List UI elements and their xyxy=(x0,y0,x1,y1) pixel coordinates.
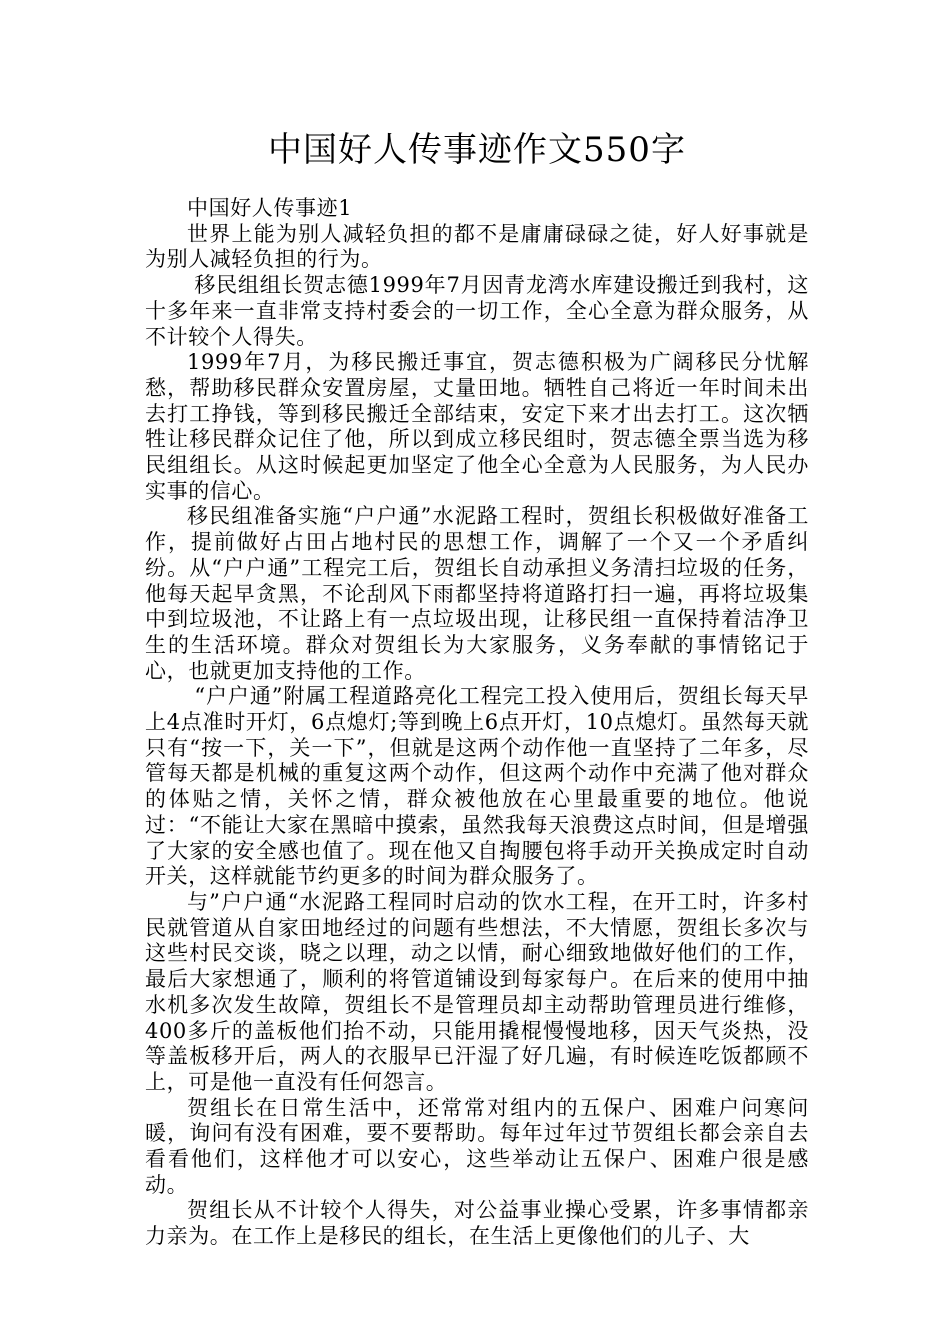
paragraph: 移民组组长贺志德1999年7月因青龙湾水库建设搬迁到我村，这十多年来一直非常支持村委会的一切工作，全心全意为群众服务，从不计较个人得失。 xyxy=(145,273,809,349)
paragraph: 贺组长在日常生活中，还常常对组内的五保户、困难户问寒问暖，询问有没有困难，要不要帮助。每年过年过节贺组长都会亲自去看看他们，这样他才可以安心，这些举动让五保户、困难户很是感动。 xyxy=(145,1095,809,1197)
paragraph: 移民组准备实施“户户通”水泥路工程时，贺组长积极做好准备工作，提前做好占田占地村民的思想工作，调解了一个又一个矛盾纠纷。从“户户通”工程完工后，贺组长自动承担义务清扫垃圾的任务，他每天起早贪黑，不论刮风下雨都坚持将道路打扫一遍，再将垃圾集中到垃圾池，不让路上有一点垃圾出现，让移民组一直保持着洁净卫生的生活环境。群众对贺组长为大家服务，义务奉献的事情铭记于心，也就更加支持他的工作。 xyxy=(145,504,809,683)
paragraph: 1999年7月，为移民搬迁事宜，贺志德积极为广阔移民分忧解愁，帮助移民群众安置房屋，丈量田地。牺牲自己将近一年时间未出去打工挣钱，等到移民搬迁全部结束，安定下来才出去打工。这次牺牲让移民群众记住了他，所以到成立移民组时，贺志德全票当选为移民组组长。从这时候起更加坚定了他全心全意为人民服务，为人民办实事的信心。 xyxy=(145,350,809,503)
document-title: 中国好人传事迹作文550字 xyxy=(268,130,686,170)
section-heading: 中国好人传事迹1 xyxy=(187,196,353,220)
paragraph: 贺组长从不计较个人得失，对公益事业操心受累，许多事情都亲力亲为。在工作上是移民的组长，在生活上更像他们的儿子、大 xyxy=(145,1198,809,1249)
document-body xyxy=(145,196,809,1250)
paragraph: 世界上能为别人减轻负担的都不是庸庸碌碌之徒，好人好事就是为别人减轻负担的行为。 xyxy=(145,221,809,272)
paragraph: “户户通”附属工程道路亮化工程完工投入使用后，贺组长每天早上4点准时开灯，6点熄灯;等到晚上6点开灯，10点熄灯。虽然每天就只有“按一下，关一下”，但就是这两个动作他一直坚持了二年多，尽管每天都是机械的重复这两个动作，但这两个动作中充满了他对群众的体贴之情，关怀之情，群众被他放在心里最重要的地位。他说过：“不能让大家在黑暗中摸索，虽然我每天浪费这点时间，但是增强了大家的安全感也值了。现在他又自掏腰包将手动开关换成定时自动开关，这样就能节约更多的时间为群众服务了。 xyxy=(145,684,809,889)
document-page xyxy=(145,0,809,1344)
paragraph: 与”户户通“水泥路工程同时启动的饮水工程，在开工时，许多村民就管道从自家田地经过的问题有些想法，不大情愿，贺组长多次与这些村民交谈，晓之以理，动之以情，耐心细致地做好他们的工作，最后大家想通了，顺利的将管道铺设到每家每户。在后来的使用中抽水机多次发生故障，贺组长不是管理员却主动帮助管理员进行维修，400多斤的盖板他们抬不动，只能用撬棍慢慢地移，因天气炎热，没等盖板移开后，两人的衣服早已汗湿了好几遍，有时候连吃饭都顾不上，可是他一直没有任何怨言。 xyxy=(145,889,809,1094)
